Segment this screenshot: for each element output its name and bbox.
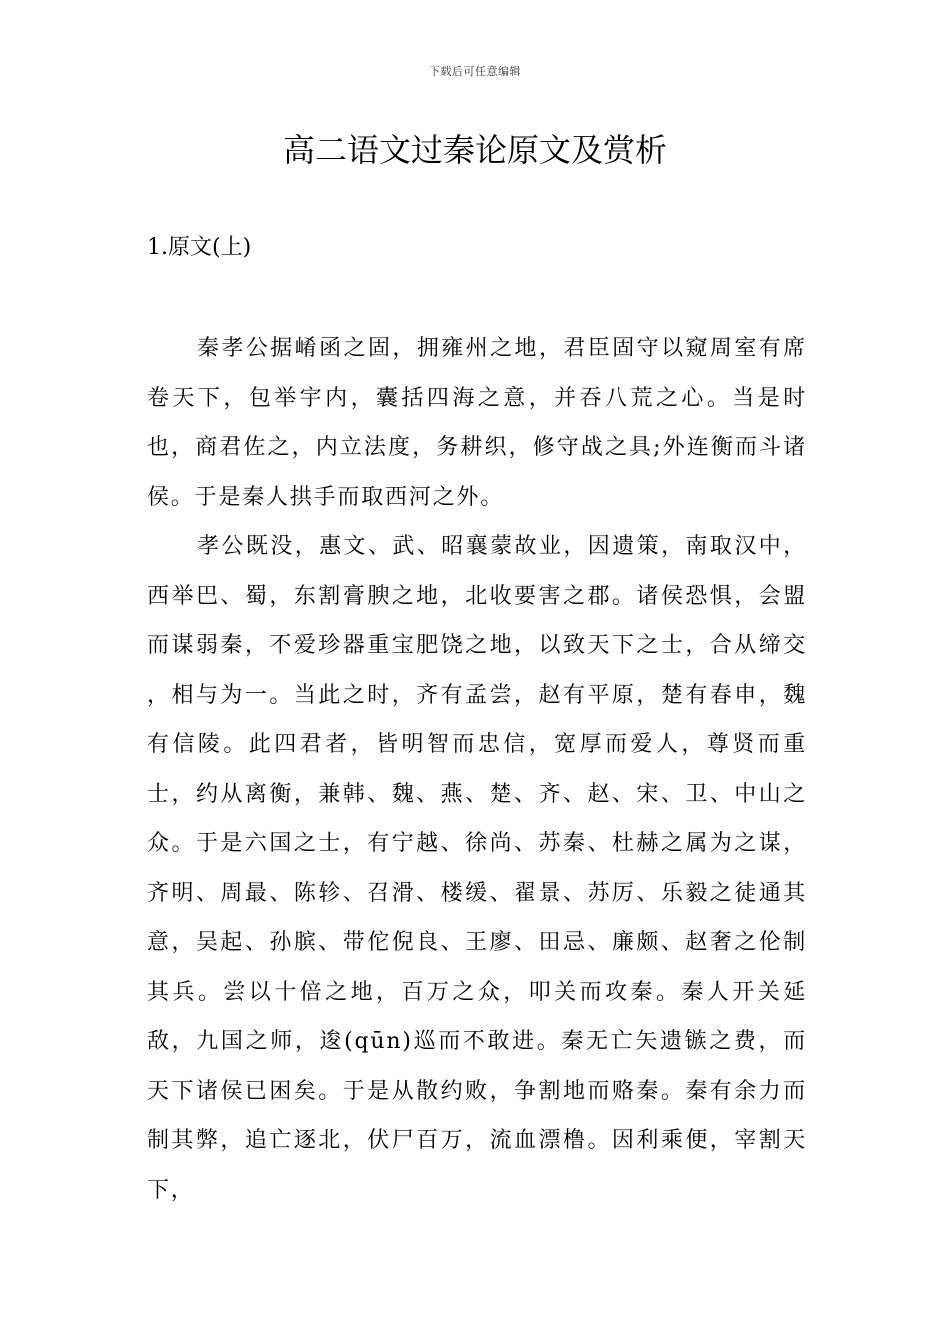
paragraph: 秦孝公据崤函之固，拥雍州之地，君臣固守以窥周室有席卷天下，包举宇内，囊括四海之意，并吞八荒之心。当是时也，商君佐之，内立法度，务耕织，修守战之具;外连衡而斗诸侯。于是秦人拱手而取西河之外。 — [147, 336, 807, 510]
body-text — [147, 324, 807, 1215]
paragraph: 孝公既没，惠文、武、昭襄蒙故业，因遗策，南取汉中，西举巴、蜀，东割膏腴之地，北收要害之郡。诸侯恐惧，会盟而谋弱秦，不爱珍器重宝肥饶之地，以致天下之士，合从缔交 ，相与为一。当此之时，齐有孟尝，赵有平原，楚有春申，魏有信陵。此四君者，皆明智而忠信，宽厚而爱人，尊贤而重士，约从离衡，兼韩、魏、燕、楚、齐、赵、宋、卫、中山之众。于是六国之士，有宁越、徐尚、苏秦、杜赫之属为之谋，齐明、周最、陈轸、召滑、楼缓、翟景、苏厉、乐毅之徒通其意，吴起、孙膑、带佗倪良、王廖、田忌、廉颇、赵奢之伦制其兵。尝以十倍之地，百万之众，叩关而攻秦。秦人开关延敌，九国之师，逡(qūn)巡而不敢进。秦无亡矢遗镞之费，而天下诸侯已困矣。于是从散约败，争割地而赂秦。秦有余力而制其弊，追亡逐北，伏尸百万，流血漂橹。因利乘便，宰割天下， — [147, 534, 807, 1203]
page-header-note: 下载后可任意编辑 — [429, 65, 521, 78]
document-title: 高二语文过秦论原文及赏析 — [282, 131, 667, 169]
section-heading: 1.原文(上) — [147, 235, 252, 260]
